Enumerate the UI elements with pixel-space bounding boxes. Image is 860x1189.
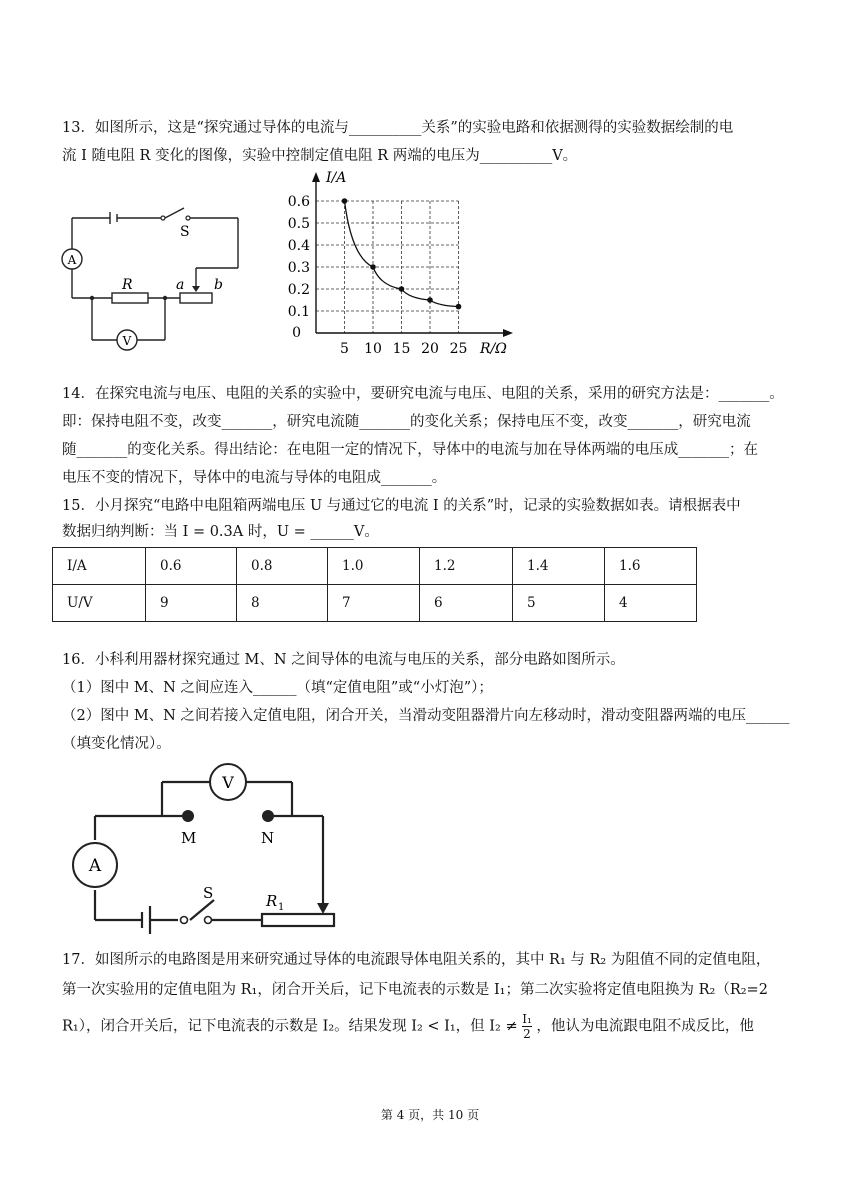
page-footer: 第 4 页，共 10 页	[380, 1108, 480, 1122]
x-tick-label: 15	[392, 341, 411, 357]
table-cell: 1.0	[328, 548, 420, 585]
voltmeter-label: V	[122, 334, 132, 348]
rheostat-r1	[262, 914, 334, 926]
resistor-label: R	[122, 277, 133, 293]
table-cell: I/A	[53, 548, 146, 585]
q17-line-3b: ，他认为电流跟电阻不成反比，他	[536, 1018, 754, 1035]
rheostat-label-subscript: 1	[278, 902, 285, 913]
table-row	[53, 585, 697, 622]
y-tick-label: 0.5	[287, 216, 310, 232]
q17-line-3a: R₁），闭合开关后，记下电流表的示数是 I₂。结果发现 I₂ < I₁，但 I₂ ≠	[62, 1018, 518, 1035]
data-point	[427, 297, 433, 303]
table-cell: 7	[328, 585, 420, 622]
q16-line-2: （1）图中 M、N 之间应连入______（填“定值电阻”或“小灯泡”）；	[62, 680, 493, 696]
q15-line-2: 数据归纳判断：当 I = 0.3A 时，U = ______V。	[62, 524, 379, 540]
voltmeter-label: V	[222, 773, 234, 792]
q14-line-2: 即：保持电阻不变，改变_______，研究电流随_______的变化关系；保持电压不变，改变_______，研究电流	[62, 414, 751, 430]
data-point	[342, 198, 348, 204]
q17-line-3	[62, 1012, 754, 1041]
table-cell: 1.6	[605, 548, 697, 585]
q14-line-3: 随_______的变化关系。得出结论：在电阻一定的情况下，导体中的电流与加在导体两端的电压成_______；在	[62, 442, 758, 458]
table-cell: 4	[605, 585, 697, 622]
table-cell: 0.6	[146, 548, 237, 585]
x-tick-label: 20	[421, 341, 439, 357]
y-tick-label: 0.4	[287, 238, 310, 254]
q17-line-1: 17．如图所示的电路图是用来研究通过导体的电流跟导体电阻关系的，其中 R₁ 与 R₂ 为阻值不同的定值电阻，	[62, 952, 771, 968]
table-cell: U/V	[53, 585, 146, 622]
data-table	[52, 547, 697, 622]
ammeter-label: A	[67, 253, 77, 267]
y-tick-label: 0.2	[287, 282, 310, 298]
y-tick-label: 0.1	[287, 304, 310, 320]
circuit-diagram-1	[52, 200, 252, 360]
terminal-a-label: a	[176, 277, 185, 293]
switch-label: S	[203, 884, 214, 902]
q15-line-1: 15．小月探究“电路中电阻箱两端电压 U 与通过它的电流 I 的关系”时，记录的实验数据如表。请根据表中	[62, 498, 741, 514]
x-tick-label: 25	[449, 341, 468, 357]
rheostat-label: R	[266, 892, 278, 910]
q17-line-2: 第一次实验用的定值电阻为 R₁，闭合开关后，记下电流表的示数是 I₁；第二次实验将定值电阻换为 R₂（R₂=2	[62, 982, 768, 998]
fraction	[522, 1012, 532, 1041]
m-label: M	[181, 829, 197, 847]
fraction-numerator: I₁	[522, 1012, 532, 1026]
q14-line-1: 14．在探究电流与电压、电阻的关系的实验中，要研究电流与电压、电阻的关系，采用的研究方法是：_______。	[62, 386, 784, 402]
x-tick-label: 10	[364, 341, 382, 357]
table-cell: 8	[237, 585, 328, 622]
rheostat-ab	[180, 293, 212, 303]
q14-line-4: 电压不变的情况下，导体中的电流与导体的电阻成_______。	[62, 470, 447, 486]
q16-line-1: 16．小科利用器材探究通过 M、N 之间导体的电流与电压的关系，部分电路如图所示。	[62, 652, 625, 668]
circuit-diagram-2	[60, 760, 350, 940]
terminal-n	[262, 810, 274, 822]
y-tick-label: 0	[292, 325, 301, 341]
x-tick-label: 5	[340, 341, 349, 357]
terminal-b-label: b	[214, 277, 223, 293]
y-tick-label: 0.6	[287, 194, 310, 210]
table-cell: 1.4	[513, 548, 605, 585]
data-point	[456, 304, 462, 310]
q16-line-3: （2）图中 M、N 之间若接入定值电阻，闭合开关，当滑动变阻器滑片向左移动时，滑动变阻器两端的电压______	[62, 708, 790, 724]
table-cell: 6	[420, 585, 513, 622]
y-axis-label: I/A	[326, 170, 347, 186]
q13-line-2: 流 I 随电阻 R 变化的图像，实验中控制定值电阻 R 两端的电压为__________V。	[62, 148, 578, 164]
switch-blade	[165, 208, 184, 218]
y-axis-arrow	[312, 172, 320, 182]
table-row	[53, 548, 697, 585]
ammeter-label: A	[88, 856, 102, 876]
table-cell: 5	[513, 585, 605, 622]
x-axis-arrow	[503, 329, 513, 337]
terminal-m	[182, 810, 194, 822]
data-point	[370, 264, 376, 270]
table-cell: 9	[146, 585, 237, 622]
q13-line-1: 13．如图所示，这是“探究通过导体的电流与__________关系”的实验电路和依据测得的实验数据绘制的电	[62, 120, 734, 136]
fraction-denominator: 2	[523, 1027, 531, 1041]
current-resistance-chart	[280, 168, 520, 360]
x-axis-label: R/Ω	[480, 341, 507, 357]
q16-line-4: （填变化情况）。	[62, 736, 171, 752]
table-cell: 1.2	[420, 548, 513, 585]
table-cell: 0.8	[237, 548, 328, 585]
data-point	[399, 286, 405, 292]
n-label: N	[261, 829, 275, 847]
switch-label: S	[180, 224, 190, 240]
y-tick-label: 0.3	[287, 260, 310, 276]
resistor-r	[112, 293, 148, 303]
